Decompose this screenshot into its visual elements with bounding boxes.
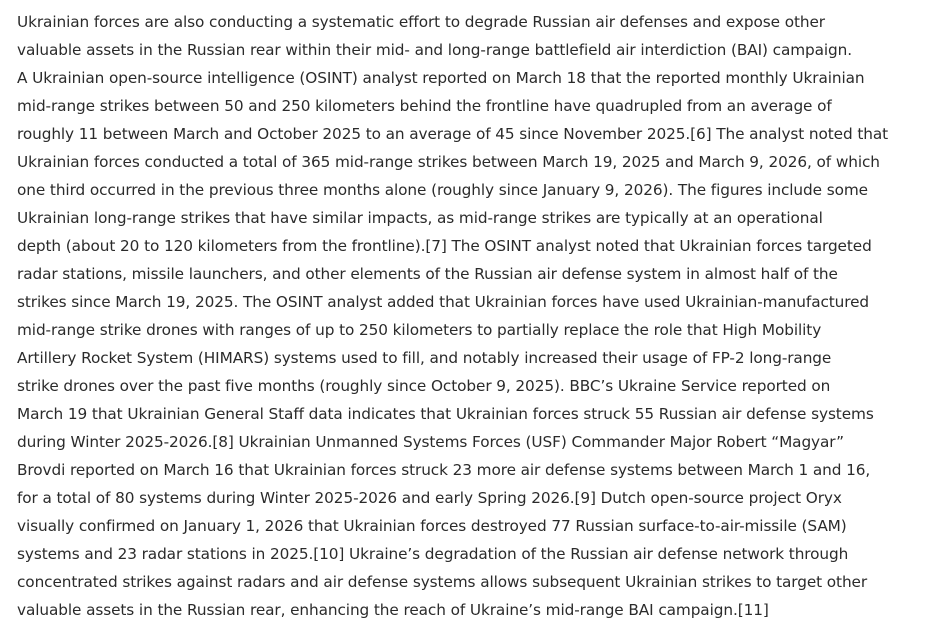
paragraph-line: strike drones over the past five months (roughly since October 9, 2025). BBC’s Ukraine Service reported on (17, 377, 831, 395)
paragraph-line: valuable assets in the Russian rear, enhancing the reach of Ukraine’s mid-range BAI campaign.[11] (17, 601, 769, 619)
paragraph-line: Ukrainian long-range strikes that have similar impacts, as mid-range strikes are typically at an operational (17, 209, 823, 227)
paragraph-line: depth (about 20 to 120 kilometers from the frontline).[7] The OSINT analyst noted that Ukrainian forces targeted (17, 237, 872, 255)
paragraph-line: roughly 11 between March and October 2025 to an average of 45 since November 2025.[6] The analyst noted that (17, 125, 889, 143)
paragraph-line: radar stations, missile launchers, and other elements of the Russian air defense system in almost half of the (17, 265, 838, 283)
paragraph-line: during Winter 2025-2026.[8] Ukrainian Unmanned Systems Forces (USF) Commander Major Robert “Magyar” (17, 433, 844, 451)
paragraph-line: concentrated strikes against radars and air defense systems allows subsequent Ukrainian strikes to target other (17, 573, 868, 591)
paragraph-line: valuable assets in the Russian rear within their mid- and long-range battlefield air interdiction (BAI) campaign. (17, 41, 853, 59)
paragraph-line: strikes since March 19, 2025. The OSINT analyst added that Ukrainian forces have used Ukrainian-manufactured (17, 293, 870, 311)
paragraph-line: Ukrainian forces are also conducting a systematic effort to degrade Russian air defenses and expose other (17, 13, 825, 31)
paragraph-line: for a total of 80 systems during Winter 2025-2026 and early Spring 2026.[9] Dutch open-source project Oryx (17, 489, 842, 507)
paragraph-line: A Ukrainian open-source intelligence (OSINT) analyst reported on March 18 that the reported monthly Ukrainian (17, 69, 865, 87)
paragraph-line: systems and 23 radar stations in 2025.[10] Ukraine’s degradation of the Russian air defense network through (17, 545, 849, 563)
paragraph-line: mid-range strikes between 50 and 250 kilometers behind the frontline have quadrupled from an average of (17, 97, 832, 115)
paragraph-line: Brovdi reported on March 16 that Ukrainian forces struck 23 more air defense systems between March 1 and 16, (17, 461, 871, 479)
paragraph-line: mid-range strike drones with ranges of up to 250 kilometers to partially replace the role that High Mobility (17, 321, 822, 339)
paragraph-line: March 19 that Ukrainian General Staff data indicates that Ukrainian forces struck 55 Russian air defense systems (17, 405, 874, 423)
paragraph-line: one third occurred in the previous three months alone (roughly since January 9, 2026). The figures include some (17, 181, 868, 199)
paragraph-line: visually confirmed on January 1, 2026 that Ukrainian forces destroyed 77 Russian surface-to-air-missile (SAM) (17, 517, 847, 535)
paragraph-line: Ukrainian forces conducted a total of 365 mid-range strikes between March 19, 2025 and March 9, 2026, of which (17, 153, 880, 171)
paragraph-line: Artillery Rocket System (HIMARS) systems used to fill, and notably increased their usage of FP-2 long-range (17, 349, 832, 367)
